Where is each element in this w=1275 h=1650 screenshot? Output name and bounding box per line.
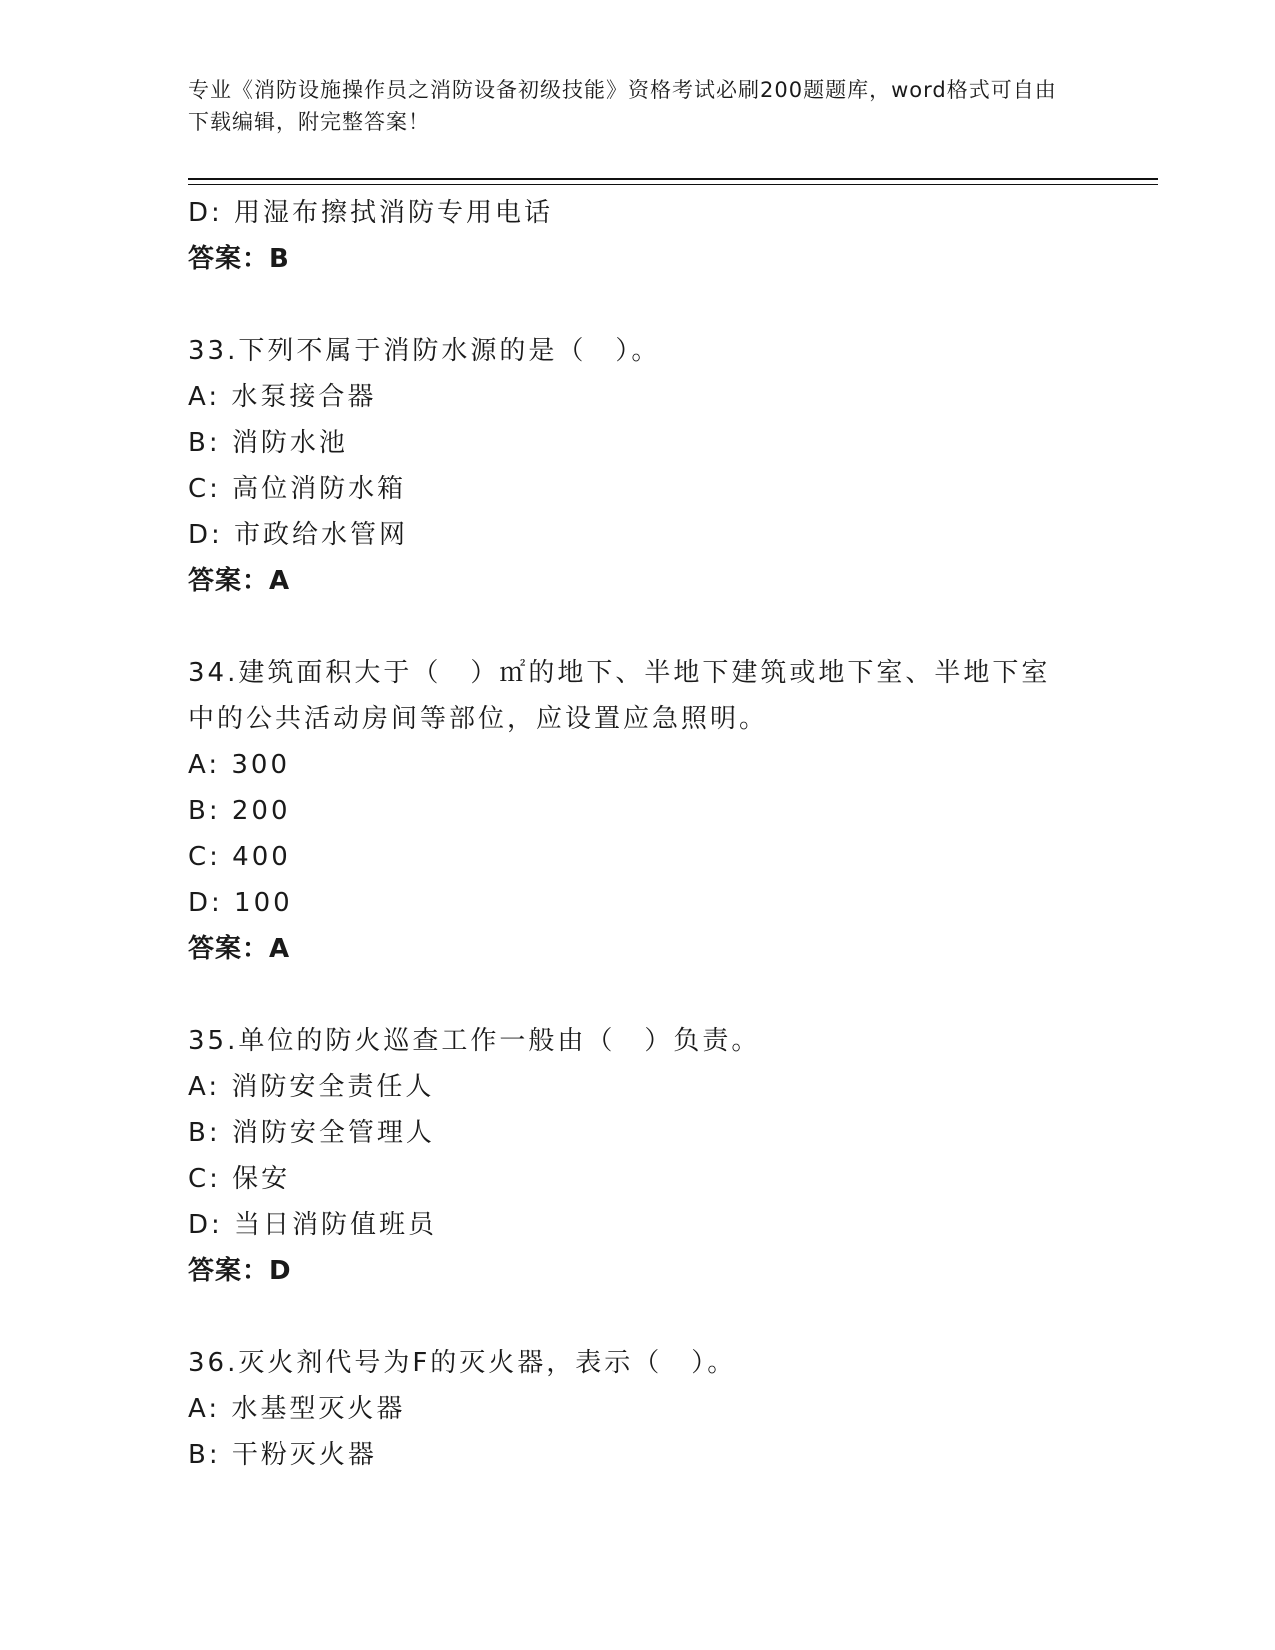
question-text-33: 33.下列不属于消防水源的是（ ）。 (188, 336, 661, 366)
answer-34: 答案：A (188, 934, 291, 964)
prev-answer: 答案：B (188, 244, 290, 274)
option-d: D: 市政给水管网 (188, 520, 409, 550)
spacer (188, 604, 1148, 650)
question-text-36: 36.灭火剂代号为F的灭火器，表示（ ）。 (188, 1348, 737, 1378)
option-b: B: 消防安全管理人 (188, 1118, 435, 1148)
option-c: C: 高位消防水箱 (188, 474, 407, 504)
option-c: C: 400 (188, 842, 291, 872)
answer-33: 答案：A (188, 566, 291, 596)
answer-35: 答案：D (188, 1256, 292, 1286)
header-rule-thick (188, 178, 1158, 180)
document-header: 专业《消防设施操作员之消防设备初级技能》资格考试必刷200题题库，word格式可自由下载编辑，附完整答案！ (188, 78, 1057, 134)
option-d: D: 当日消防值班员 (188, 1210, 438, 1240)
spacer (188, 1294, 1148, 1340)
option-a: A: 水泵接合器 (188, 382, 377, 412)
question-text-34: 34.建筑面积大于（ ）㎡的地下、半地下建筑或地下室、半地下室中的公共活动房间等部位，应设置应急照明。 (188, 658, 1051, 734)
option-c: C: 保安 (188, 1164, 291, 1194)
question-text-35: 35.单位的防火巡查工作一般由（ ）负责。 (188, 1026, 761, 1056)
option-d: D: 100 (188, 888, 293, 918)
question-content (188, 190, 1148, 1478)
spacer (188, 972, 1148, 1018)
option-a: A: 300 (188, 750, 290, 780)
option-b: B: 消防水池 (188, 428, 348, 458)
spacer (188, 282, 1148, 328)
option-b: B: 200 (188, 796, 291, 826)
option-a: A: 水基型灭火器 (188, 1394, 406, 1424)
option-b: B: 干粉灭火器 (188, 1440, 377, 1470)
header-rule-thin (188, 184, 1158, 185)
option-a: A: 消防安全责任人 (188, 1072, 435, 1102)
prev-option-d: D: 用湿布擦拭消防专用电话 (188, 198, 554, 228)
